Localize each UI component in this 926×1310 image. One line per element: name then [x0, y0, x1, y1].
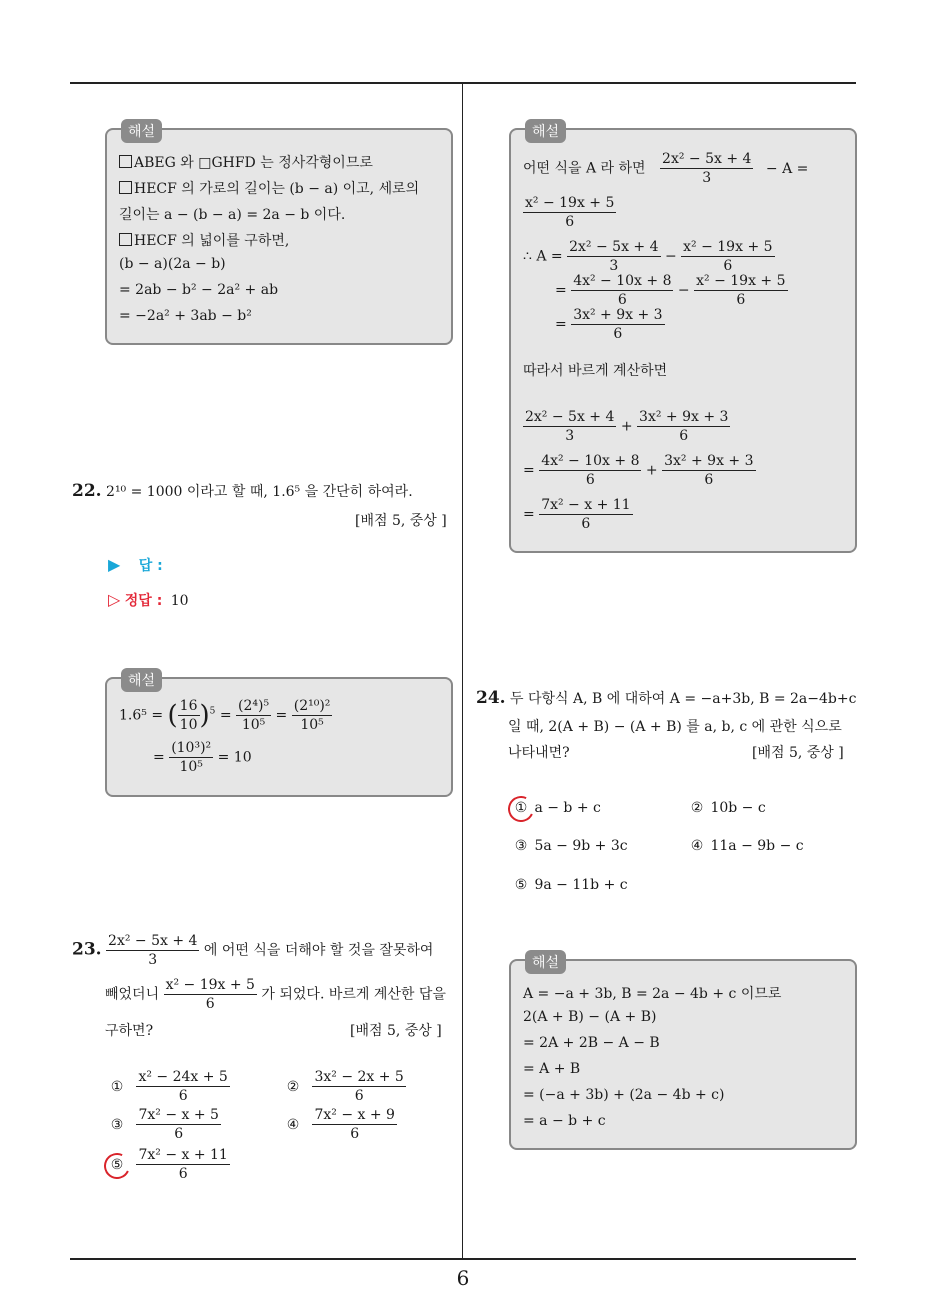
option-3[interactable]: ③ 5a − 9b + 3c [514, 838, 628, 854]
question-text: 두 다항식 A, B 에 대하여 A = −a+3b, B = 2a−4b+c [510, 691, 857, 707]
solution-box-24 [509, 955, 857, 1150]
solution-line: = −2a² + 3ab − b² [119, 308, 252, 324]
option-5[interactable]: ⑤ 9a − 11b + c [514, 877, 628, 893]
option-3[interactable]: ③ $\frac{\text{7x² − x + 5}}{6}$ [110, 1107, 219, 1142]
solution-line: HECF 의 가로의 길이는 (b − a) 이고, 세로의 [119, 178, 419, 198]
page-number: 6 [456, 1266, 470, 1290]
answer-label: 답 : [138, 558, 163, 574]
question-text: 2¹⁰ = 1000 이라고 할 때, 1.6⁵ 을 간단히 하여라. [106, 484, 413, 500]
question-23-line2: 빼었더니 $\frac{\text{x² − 19x + 5}}{6}$ 가 되었다. 바르게 계산한 답을 [105, 977, 446, 1012]
solution-equation: = $\frac{\text{4x² − 10x + 8}}{6}$ − $\frac{\text{x² − 19x + 5}}{6}$ [555, 273, 786, 308]
question-score: [배점 5, 중상 ] [752, 745, 844, 761]
question-23-line3: 구하면? [105, 1023, 154, 1039]
question-number: 23. [72, 939, 102, 960]
solution-line: 2(A + B) − (A + B) [523, 1009, 657, 1025]
bottom-rule [70, 1258, 856, 1260]
square-icon [119, 233, 132, 246]
answer-row [108, 555, 163, 575]
play-arrow-icon: ▶ [108, 555, 121, 574]
solution-equation: = $\frac{\text{3x² + 9x + 3}}{6}$ [555, 307, 663, 342]
question-score: [배점 5, 중상 ] [350, 1023, 442, 1039]
question-24 [476, 688, 856, 708]
option-2[interactable]: ② 10b − c [690, 800, 766, 816]
solution-line: ABEG 와 □GHFD 는 정사각형이므로 [119, 152, 373, 172]
fraction: $\frac{\text{(2¹⁰)²}}{\text{10⁵}}$ [293, 698, 331, 733]
solution-line: = 2ab − b² − 2a² + ab [119, 282, 279, 298]
solution-tag: 해설 [121, 668, 162, 692]
correct-answer-row [108, 590, 189, 610]
solution-tag: 해설 [525, 950, 566, 974]
fraction: $\frac{\text{x² − 19x + 5}}{6}$ [165, 977, 255, 1012]
solution-line: = A + B [523, 1061, 581, 1077]
question-24-line3: 나타내면? [508, 745, 570, 761]
question-text: 에 어떤 식을 더해야 할 것을 잘못하여 [203, 942, 434, 959]
solution-equation: 1.6⁵ = ( $\frac{16}{10}$ )$^5$ = $\frac{\text{(2⁴)⁵}}{\text{10⁵}}$ = $\frac{\text{(2¹⁰)²}}{\text{10⁵}}$ [119, 698, 331, 733]
solution-equation: $\frac{\text{x² − 19x + 5}}{6}$ [525, 195, 615, 230]
solution-equation: $\frac{\text{2x² − 5x + 4}}{3}$ + $\frac{\text{3x² + 9x + 3}}{6}$ [525, 409, 729, 444]
fraction: $\frac{\text{2x² − 5x + 4}}{3}$ [108, 933, 198, 968]
question-score: [배점 5, 중상 ] [355, 513, 447, 529]
fraction: $\frac{16}{10}$ [179, 698, 198, 733]
question-number: 24. [476, 688, 506, 708]
solution-line: HECF 의 넓이를 구하면, [119, 230, 289, 250]
solution-line: A = −a + 3b, B = 2a − 4b + c 이므로 [523, 986, 782, 1002]
question-22 [72, 478, 413, 505]
solution-equation: = $\frac{\text{(10³)²}}{\text{10⁵}}$ = 10 [153, 740, 252, 775]
solution-equation: 어떤 식을 A 라 하면 $\frac{\text{2x² − 5x + 4}}{3}$ − A = [523, 151, 809, 186]
fraction: $\frac{\text{(10³)²}}{\text{10⁵}}$ [171, 740, 212, 775]
answer-mark-circle [504, 792, 537, 825]
solution-line: = a − b + c [523, 1113, 606, 1129]
solution-line: = 2A + 2B − A − B [523, 1035, 660, 1051]
square-icon [119, 181, 132, 194]
solution-box-22 [105, 673, 453, 797]
solution-tag: 해설 [121, 119, 162, 143]
question-23 [72, 932, 433, 969]
solution-equation: = $\frac{\text{7x² − x + 11}}{6}$ [523, 497, 631, 532]
question-number: 22. [72, 481, 102, 501]
option-4[interactable]: ④ 11a − 9b − c [690, 838, 804, 854]
solution-line: 길이는 a − (b − a) = 2a − b 이다. [119, 207, 346, 223]
solution-equation: = $\frac{\text{4x² − 10x + 8}}{6}$ + $\frac{\text{3x² + 9x + 3}}{6}$ [523, 453, 754, 488]
option-5[interactable]: ⑤ $\frac{\text{7x² − x + 11}}{6}$ [110, 1147, 228, 1182]
hollow-arrow-icon: ▷ [108, 590, 121, 609]
solution-line: (b − a)(2a − b) [119, 256, 226, 272]
option-1[interactable]: ① $\frac{\text{x² − 24x + 5}}{6}$ [110, 1069, 228, 1104]
question-24-line2: 일 때, 2(A + B) − (A + B) 를 a, b, c 에 관한 식으로 [508, 719, 842, 735]
correct-answer-value: 10 [170, 593, 189, 609]
fraction: $\frac{\text{(2⁴)⁵}}{\text{10⁵}}$ [238, 698, 270, 733]
square-icon [119, 155, 132, 168]
solution-line: 따라서 바르게 계산하면 [523, 363, 668, 379]
option-2[interactable]: ② $\frac{\text{3x² − 2x + 5}}{6}$ [286, 1069, 404, 1104]
solution-box-23 [509, 124, 857, 553]
option-1[interactable]: ① a − b + c [514, 800, 601, 816]
option-4[interactable]: ④ $\frac{\text{7x² − x + 9}}{6}$ [286, 1107, 395, 1142]
solution-line: = (−a + 3b) + (2a − 4b + c) [523, 1087, 725, 1103]
solution-equation: ∴ A = $\frac{\text{2x² − 5x + 4}}{3}$ − $\frac{\text{x² − 19x + 5}}{6}$ [523, 239, 773, 274]
solution-box-21 [105, 124, 453, 345]
correct-answer-label: 정답 : [124, 593, 163, 609]
solution-tag: 해설 [525, 119, 566, 143]
column-divider [462, 83, 463, 1258]
